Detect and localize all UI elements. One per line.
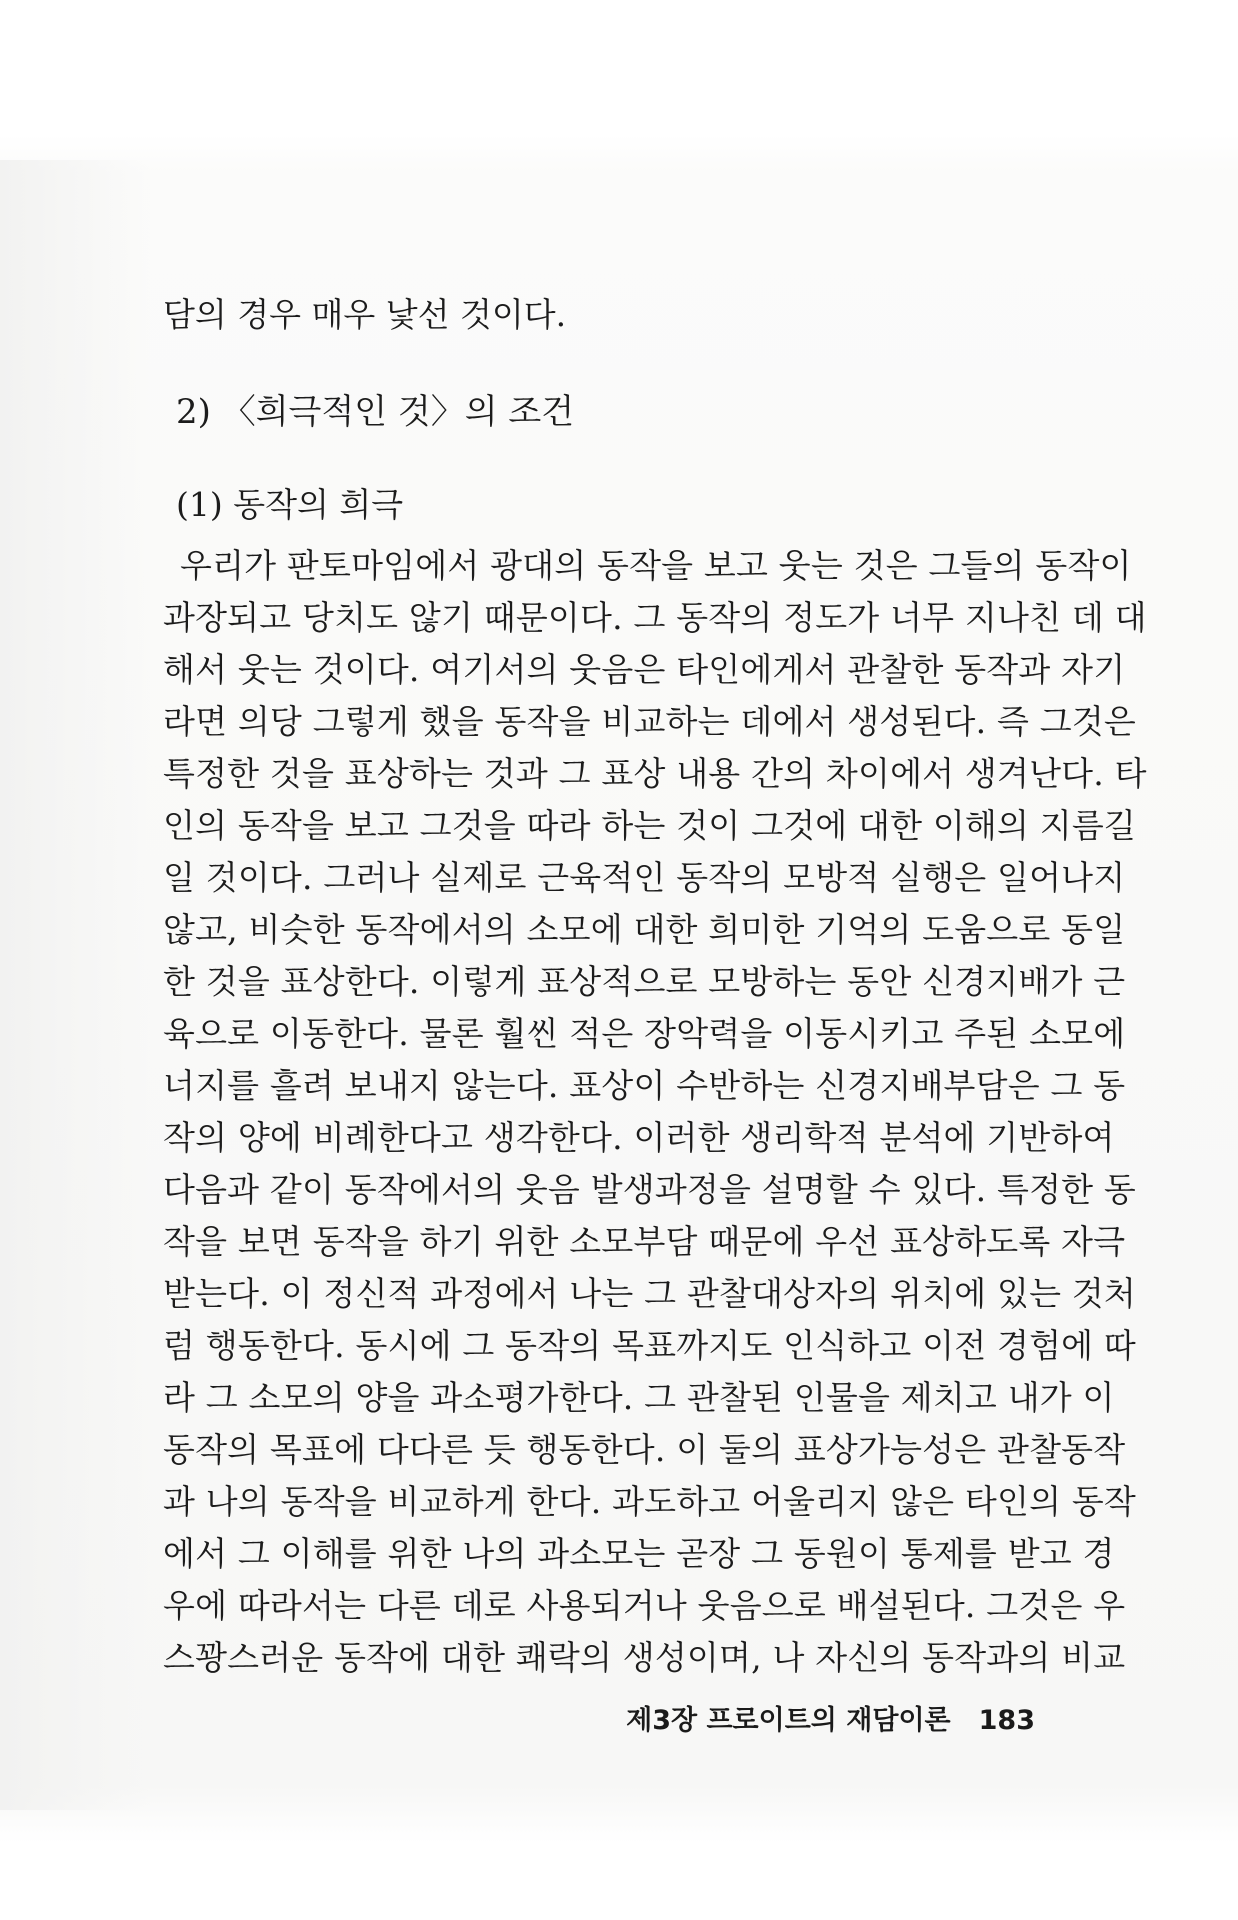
page-number: 183 bbox=[978, 1705, 1035, 1736]
text-line: 우에 따라서는 다른 데로 사용되거나 웃음으로 배설된다. 그것은 우 bbox=[163, 1586, 1126, 1625]
text-line: 인의 동작을 보고 그것을 따라 하는 것이 그것에 대한 이해의 지름길 bbox=[163, 806, 1137, 845]
text-line: 육으로 이동한다. 물론 훨씬 적은 장악력을 이동시키고 주된 소모에 bbox=[163, 1014, 1126, 1053]
text-line: 작의 양에 비례한다고 생각한다. 이러한 생리학적 분석에 기반하여 bbox=[163, 1118, 1115, 1157]
text-line: 라면 의당 그렇게 했을 동작을 비교하는 데에서 생성된다. 즉 그것은 bbox=[163, 702, 1137, 741]
continued-paragraph-line: 담의 경우 매우 낯선 것이다. bbox=[163, 295, 567, 334]
text-line: 너지를 흘려 보내지 않는다. 표상이 수반하는 신경지배부담은 그 동 bbox=[163, 1066, 1126, 1105]
text-line: 동작의 목표에 다다른 듯 행동한다. 이 둘의 표상가능성은 관찰동작 bbox=[163, 1430, 1126, 1469]
subsection-heading: (1) 동작의 희극 bbox=[176, 485, 404, 524]
text-line: 럼 행동한다. 동시에 그 동작의 목표까지도 인식하고 이전 경험에 따 bbox=[163, 1326, 1137, 1365]
running-footer bbox=[0, 1698, 1035, 1737]
chapter-title: 제3장 프로이트의 재담이론 bbox=[626, 1705, 951, 1736]
body-paragraph bbox=[163, 540, 1147, 1684]
text-line: 받는다. 이 정신적 과정에서 나는 그 관찰대상자의 위치에 있는 것처 bbox=[163, 1274, 1137, 1313]
text-line: 과장되고 당치도 않기 때문이다. 그 동작의 정도가 너무 지나친 데 대 bbox=[163, 598, 1147, 637]
section-heading: 2) 〈희극적인 것〉의 조건 bbox=[176, 392, 575, 432]
page-shadow bbox=[0, 160, 150, 1810]
text-line: 한 것을 표상한다. 이렇게 표상적으로 모방하는 동안 신경지배가 근 bbox=[163, 962, 1126, 1001]
text-line: 작을 보면 동작을 하기 위한 소모부담 때문에 우선 표상하도록 자극 bbox=[163, 1222, 1126, 1261]
text-line: 특정한 것을 표상하는 것과 그 표상 내용 간의 차이에서 생겨난다. 타 bbox=[163, 754, 1147, 793]
text-line: 우리가 판토마임에서 광대의 동작을 보고 웃는 것은 그들의 동작이 bbox=[180, 546, 1132, 585]
text-line: 않고, 비슷한 동작에서의 소모에 대한 희미한 기억의 도움으로 동일 bbox=[163, 910, 1126, 949]
text-line: 라 그 소모의 양을 과소평가한다. 그 관찰된 인물을 제치고 내가 이 bbox=[163, 1378, 1115, 1417]
text-line: 다음과 같이 동작에서의 웃음 발생과정을 설명할 수 있다. 특정한 동 bbox=[163, 1170, 1137, 1209]
text-line: 에서 그 이해를 위한 나의 과소모는 곧장 그 동원이 통제를 받고 경 bbox=[163, 1534, 1115, 1573]
text-line: 해서 웃는 것이다. 여기서의 웃음은 타인에게서 관찰한 동작과 자기 bbox=[163, 650, 1126, 689]
text-line: 스꽝스러운 동작에 대한 쾌락의 생성이며, 나 자신의 동작과의 비교 bbox=[163, 1638, 1126, 1677]
text-line: 과 나의 동작을 비교하게 한다. 과도하고 어울리지 않은 타인의 동작 bbox=[163, 1482, 1137, 1521]
text-line: 일 것이다. 그러나 실제로 근육적인 동작의 모방적 실행은 일어나지 bbox=[163, 858, 1126, 897]
